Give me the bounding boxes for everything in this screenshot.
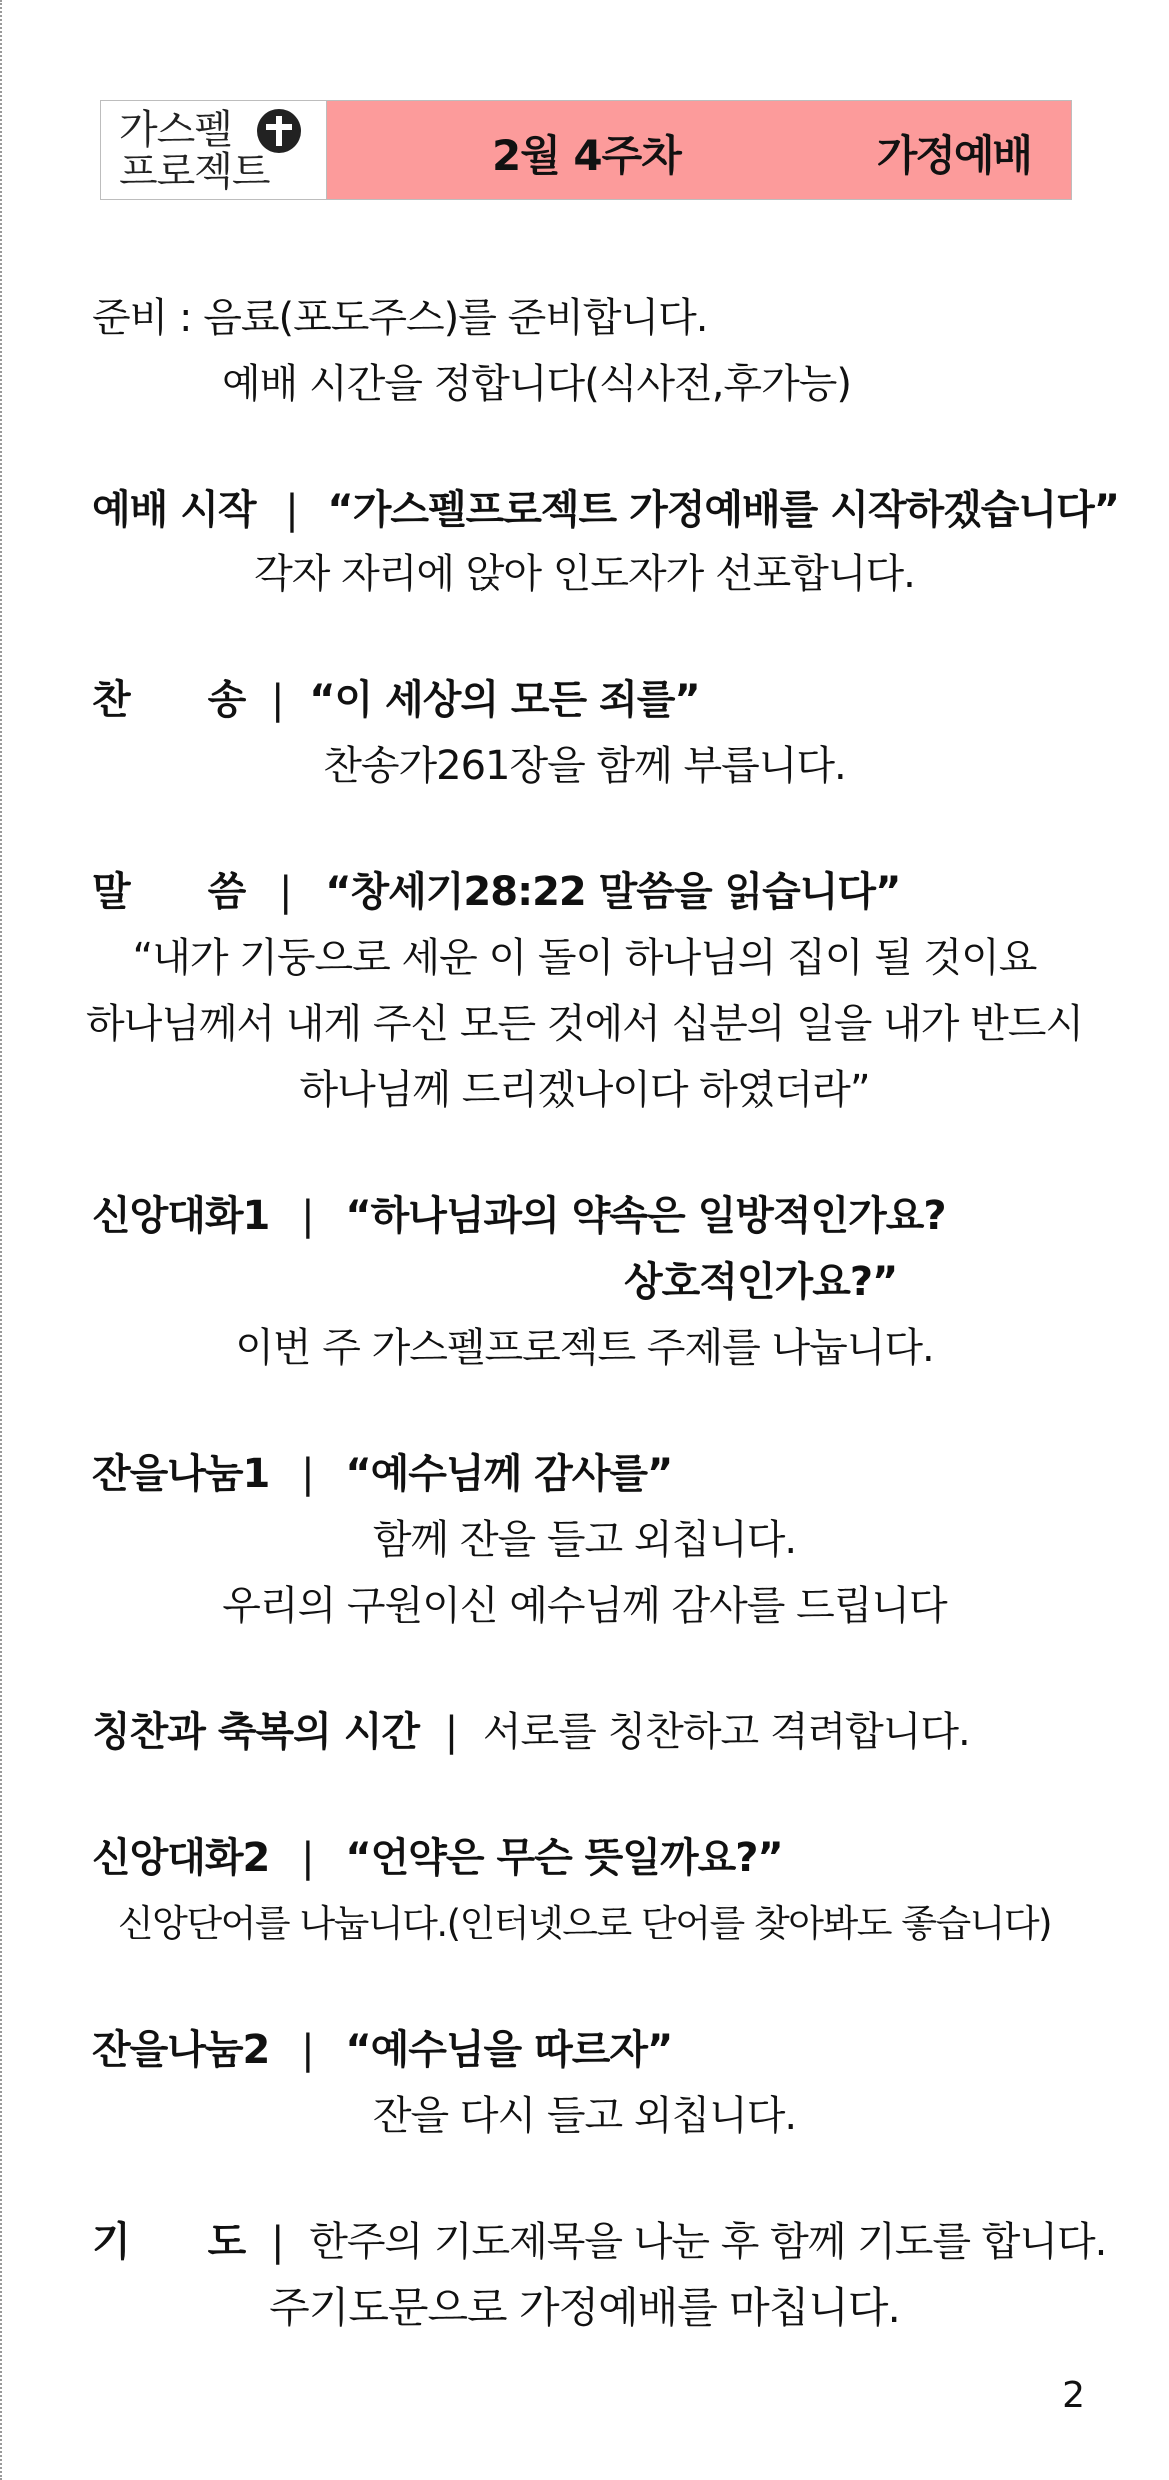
- section-talk1-heading: [92, 1190, 946, 1242]
- separator: |: [301, 1451, 314, 1497]
- section-cup1-line1: 함께 잔을 들고 외칩니다.: [372, 1517, 797, 1563]
- header-banner: [100, 100, 1072, 200]
- section-prayer-line1: 주기도문으로 가정예배를 마칩니다.: [269, 2283, 900, 2332]
- logo-text-line2: 프로젝트: [119, 149, 270, 195]
- section-hymn-quote: “이 세상의 모든 죄를”: [309, 677, 700, 723]
- section-talk1-quote2-text: 상호적인가요?”: [624, 1259, 898, 1305]
- section-word-label: 말 씀: [92, 869, 246, 915]
- separator: |: [271, 2219, 284, 2265]
- section-talk1-quote2: [624, 1256, 897, 1308]
- gospel-project-logo: [101, 101, 327, 199]
- separator: |: [301, 1193, 314, 1239]
- section-cup1-line2: 우리의 구원이신 예수님께 감사를 드립니다: [222, 1583, 947, 1629]
- week-label: 2월 4주차: [492, 131, 681, 180]
- section-prayer-label: 기 도: [92, 2219, 246, 2265]
- section-talk2-line1: 신앙단어를 나눕니다.(인터넷으로 단어를 찾아봐도 좋습니다): [117, 1902, 1052, 1945]
- section-word-heading: [92, 866, 900, 918]
- section-cup1-quote: “예수님께 감사를”: [345, 1451, 673, 1497]
- prep-line1: [92, 292, 708, 344]
- section-talk1-label: 신앙대화1: [92, 1193, 270, 1239]
- section-word-line2: 하나님께서 내게 주신 모든 것에서 십분의 일을 내가 반드시: [85, 1001, 1084, 1047]
- logo-text-line1: 가스펠: [119, 107, 232, 153]
- section-word-line3: 하나님께 드리겠나이다 하였더라”: [299, 1067, 870, 1113]
- section-praise-label: 칭찬과 축복의 시간: [92, 1709, 419, 1755]
- prep-label: 준비 :: [92, 295, 192, 341]
- page-title: 가정예배: [876, 131, 1031, 180]
- section-praise-heading: [92, 1706, 970, 1758]
- section-cup1-heading: [92, 1448, 672, 1500]
- section-talk1-quote: “하나님과의 약속은 일방적인가요?: [345, 1193, 946, 1239]
- prep-text1: 음료(포도주스)를 준비합니다.: [203, 295, 708, 341]
- section-talk2-heading: [92, 1832, 783, 1884]
- section-hymn-label: 찬 송: [92, 677, 246, 723]
- separator: |: [301, 2027, 314, 2073]
- separator: |: [271, 677, 284, 723]
- section-start-line1: 각자 자리에 앉아 인도자가 선포합니다.: [254, 551, 915, 597]
- separator: |: [285, 487, 298, 533]
- section-prayer-heading: [92, 2216, 1106, 2268]
- section-start-label: 예배 시작: [92, 487, 256, 533]
- section-cup2-label: 잔을나눔2: [92, 2027, 270, 2073]
- section-talk1-line1: 이번 주 가스펠프로젝트 주제를 나눕니다.: [235, 1325, 934, 1371]
- cross-icon: [257, 109, 301, 153]
- separator: |: [279, 869, 292, 915]
- section-praise-text: 서로를 칭찬하고 격려합니다.: [482, 1709, 970, 1755]
- section-cup2-quote: “예수님을 따르자”: [345, 2027, 673, 2073]
- section-hymn-heading: [92, 674, 700, 726]
- section-cup2-line1: 잔을 다시 들고 외칩니다.: [372, 2093, 797, 2139]
- section-cup1-label: 잔을나눔1: [92, 1451, 270, 1497]
- section-prayer-text: 한주의 기도제목을 나눈 후 함께 기도를 합니다.: [309, 2219, 1107, 2265]
- separator: |: [301, 1835, 314, 1881]
- page-number: 2: [1062, 2375, 1085, 2416]
- section-talk2-quote: “언약은 무슨 뜻일까요?”: [345, 1835, 783, 1881]
- section-start-quote: “가스펠프로젝트 가정예배를 시작하겠습니다”: [327, 487, 1120, 533]
- section-cup2-heading: [92, 2024, 672, 2076]
- section-word-quote: “창세기28:22 말씀을 읽습니다”: [325, 869, 901, 915]
- section-hymn-line1: 찬송가261장을 함께 부릅니다.: [323, 743, 846, 789]
- banner-title-area: [327, 101, 1071, 199]
- section-start-heading: [92, 484, 1119, 536]
- separator: |: [444, 1709, 458, 1755]
- prep-line2: 예배 시간을 정합니다(식사전,후가능): [222, 361, 851, 407]
- section-talk2-label: 신앙대화2: [92, 1835, 270, 1881]
- section-word-line1: “내가 기둥으로 세운 이 돌이 하나님의 집이 될 것이요: [132, 935, 1037, 981]
